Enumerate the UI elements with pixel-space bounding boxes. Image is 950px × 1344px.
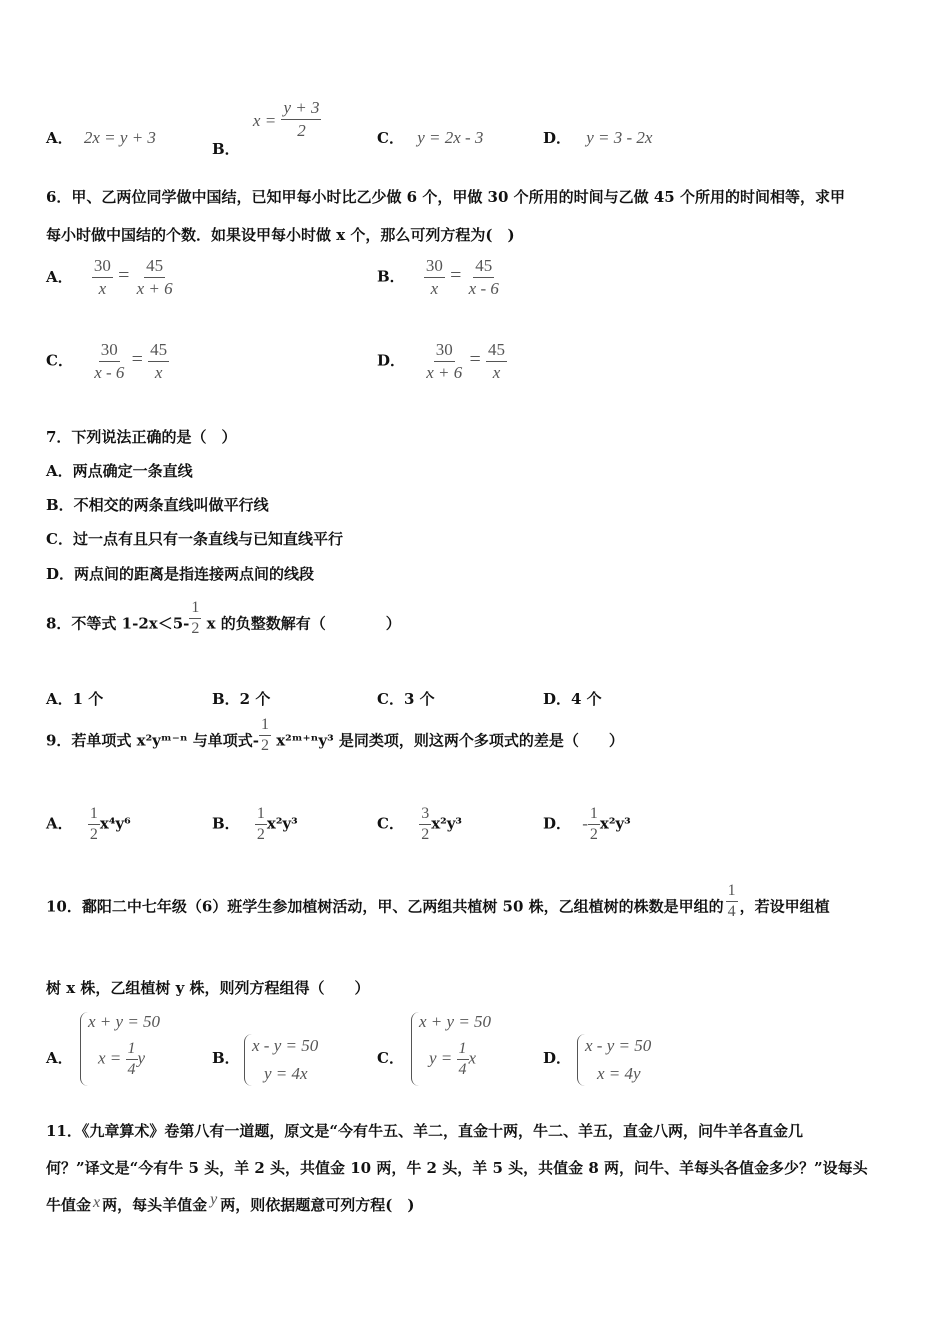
q10-stem-line1: 10．鄱阳二中七年级（6）班学生参加植树活动，甲、乙两组共植树 50 株，乙组植树的株数是甲组的 $\frac{1}{4}$ ，若设甲组植 [46,882,830,920]
q10-option-d-eq2: x = 4y [597,1064,641,1083]
q11-stem-line2: 何？”译文是“今有牛 5 头，羊 2 头，共值金 10 两，牛 2 头，羊 5 头，共值金 8 两，问牛、羊每头各值金多少？”设每头 [46,1159,868,1177]
q10-option-a-eq1: x + y = 50 [88,1012,161,1031]
q10-option-c-label: C． [377,1049,404,1067]
q7-stem: 7．下列说法正确的是（ ） [46,428,237,446]
q7-option-c: C．过一点有且只有一条直线与已知直线平行 [46,530,343,548]
q10-option-b-eq1: x - y = 50 [252,1036,319,1055]
q10-option-c-eq1: x + y = 50 [419,1012,492,1031]
q7-option-d: D．两点间的距离是指连接两点间的线段 [46,565,315,583]
q9-option-d: D． - $\frac{1}{2}$ x²y³ [543,805,631,843]
q10-option-d-label: D． [543,1049,572,1067]
q9-option-c: C． $\frac{3}{2}$ x²y³ [377,805,462,843]
q6-stem-line1: 6．甲、乙两位同学做中国结，已知甲每小时比乙少做 6 个，甲做 30 个所用的时间与乙做 45 个所用的时间相等，求甲 [46,188,845,206]
q5-option-b: B． x = $\frac{y + 3}{2}$ [212,98,320,158]
q10-option-b-label: B． [212,1049,240,1067]
q9-option-a: A． $\frac{1}{2}$ x⁴y⁶ [46,805,131,843]
q5-option-a: A． 2x = y + 3 [46,128,156,147]
q11-stem-line1: 11．《九章算术》卷第八有一道题，原文是“今有牛五、羊二，直金十两，牛二、羊五，直金八两，问牛羊各直金几 [46,1122,804,1140]
q8-option-a: A．1 个 [46,690,104,708]
q10-option-c-eq2: y = $\frac{1}{4}$ x [429,1040,477,1078]
q9-option-b: B． $\frac{1}{2}$ x²y³ [212,805,298,843]
q8-stem: 8．不等式 1-2x＜5- $\frac{1}{2}$ x 的负整数解有（ ） [46,599,401,637]
q10-stem-line2: 树 x 株，乙组植树 y 株，则列方程组得（ ） [46,979,370,997]
q8-option-b: B．2 个 [212,690,271,708]
q7-option-b: B．不相交的两条直线叫做平行线 [46,496,269,514]
q6-stem-line2: 每小时做中国结的个数．如果设甲每小时做 x 个，那么可列方程为( ) [46,226,515,244]
q9-stem: 9．若单项式 x²yᵐ⁻ⁿ 与单项式- $\frac{1}{2}$ x²ᵐ⁺ⁿy³ 是同类项，则这两个多项式的差是（ ） [46,716,624,754]
q5-option-c: C． y = 2x - 3 [377,128,484,147]
q6-option-b: B． $\frac{30}{x}$ = $\frac{45}{x - 6}$ [377,256,499,298]
q6-option-d: D． $\frac{30}{x + 6}$ = $\frac{45}{x}$ [377,340,506,382]
q8-option-c: C．3 个 [377,690,435,708]
q10-option-b-eq2: y = 4x [264,1064,308,1083]
q8-option-d: D．4 个 [543,690,602,708]
q11-stem-line3: 牛值金 x 两，每头羊值金 y 两，则依据题意可列方程( ) [46,1191,415,1214]
q10-option-a-label: A． [46,1049,73,1067]
q6-option-a: A． $\frac{30}{x}$ = $\frac{45}{x + 6}$ [46,256,173,298]
q6-option-c: C． $\frac{30}{x - 6}$ = $\frac{45}{x}$ [46,340,168,382]
q10-option-a-eq2: x = $\frac{1}{4}$ y [98,1040,146,1078]
q5-option-d: D． y = 3 - 2x [543,128,653,147]
q7-option-a: A．两点确定一条直线 [46,462,193,480]
q10-option-d-eq1: x - y = 50 [585,1036,652,1055]
